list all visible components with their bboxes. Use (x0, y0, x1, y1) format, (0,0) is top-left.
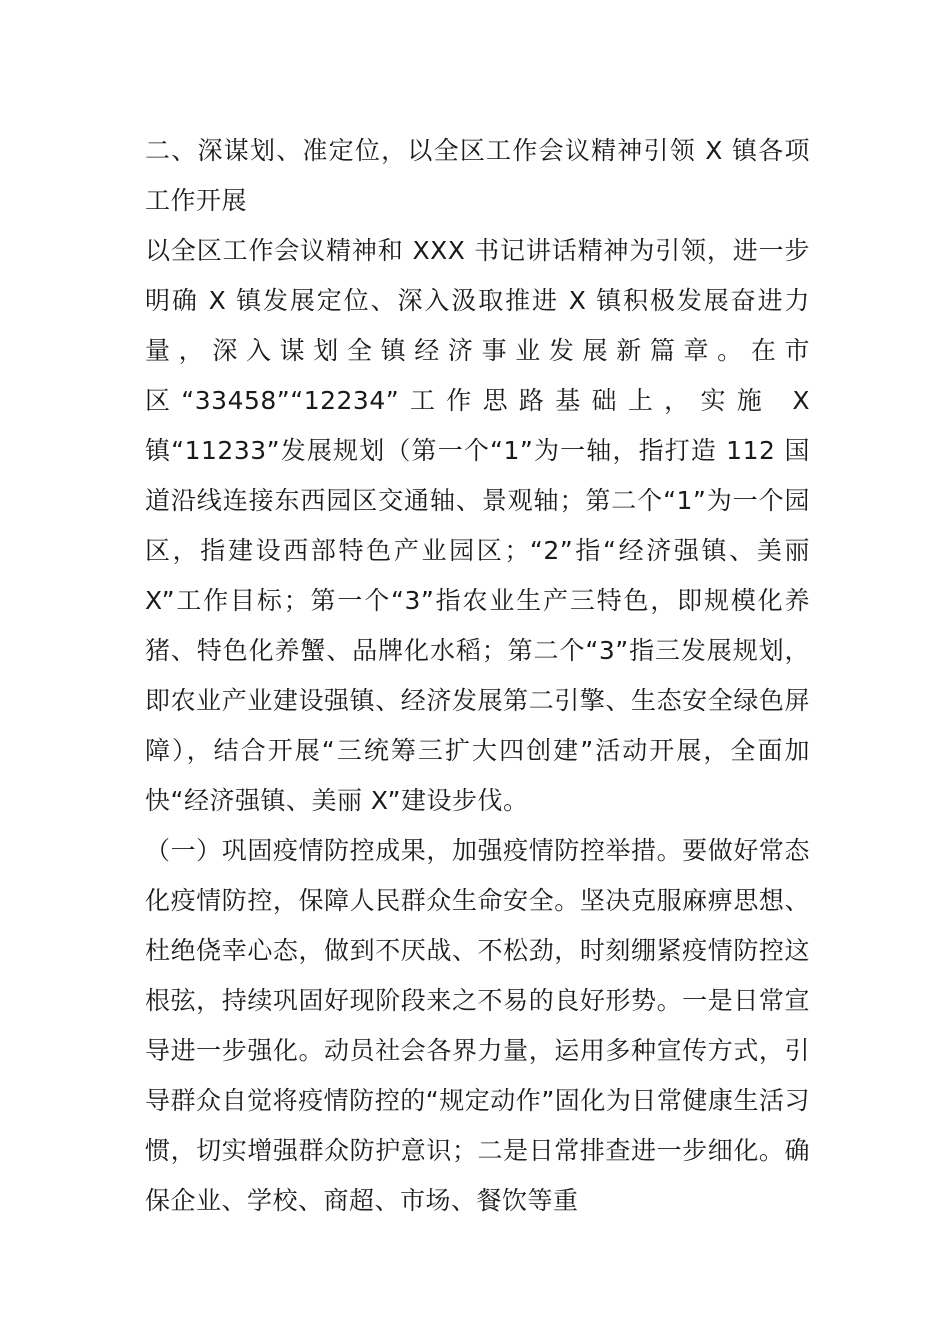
paragraph-intro: 以全区工作会议精神和 XXX 书记讲话精神为引领，进一步明确 X 镇发展定位、深入汲取推进 X 镇积极发展奋进力量，深入谋划全镇经济事业发展新篇章。在市区“33458”“12234”工作思路基础上，实施 X 镇“11233”发展规划（第一个“1”为一轴，指打造 112 国道沿线连接东西园区交通轴、景观轴；第二个“1”为一个园区，指建设西部特色产业园区；“2”指“经济强镇、美丽 X”工作目标；第一个“3”指农业生产三特色，即规模化养猪、特色化养蟹、品牌化水稻；第二个“3”指三发展规划，即农业产业建设强镇、经济发展第二引擎、生态安全绿色屏障），结合开展“三统筹三扩大四创建”活动开展，全面加快“经济强镇、美丽 X”建设步伐。 (145, 236, 810, 815)
paragraph-epidemic-control: （一）巩固疫情防控成果，加强疫情防控举措。要做好常态化疫情防控，保障人民群众生命安全。坚决克服麻痹思想、杜绝侥幸心态，做到不厌战、不松劲，时刻绷紧疫情防控这根弦，持续巩固好现阶段来之不易的良好形势。一是日常宣导进一步强化。动员社会各界力量，运用多种宣传方式，引导群众自觉将疫情防控的“规定动作”固化为日常健康生活习惯，切实增强群众防护意识；二是日常排查进一步细化。确保企业、学校、商超、市场、餐饮等重 (145, 836, 810, 1215)
section-heading: 二、深谋划、准定位，以全区工作会议精神引领 X 镇各项工作开展 (145, 136, 810, 215)
document-body (145, 126, 810, 1226)
